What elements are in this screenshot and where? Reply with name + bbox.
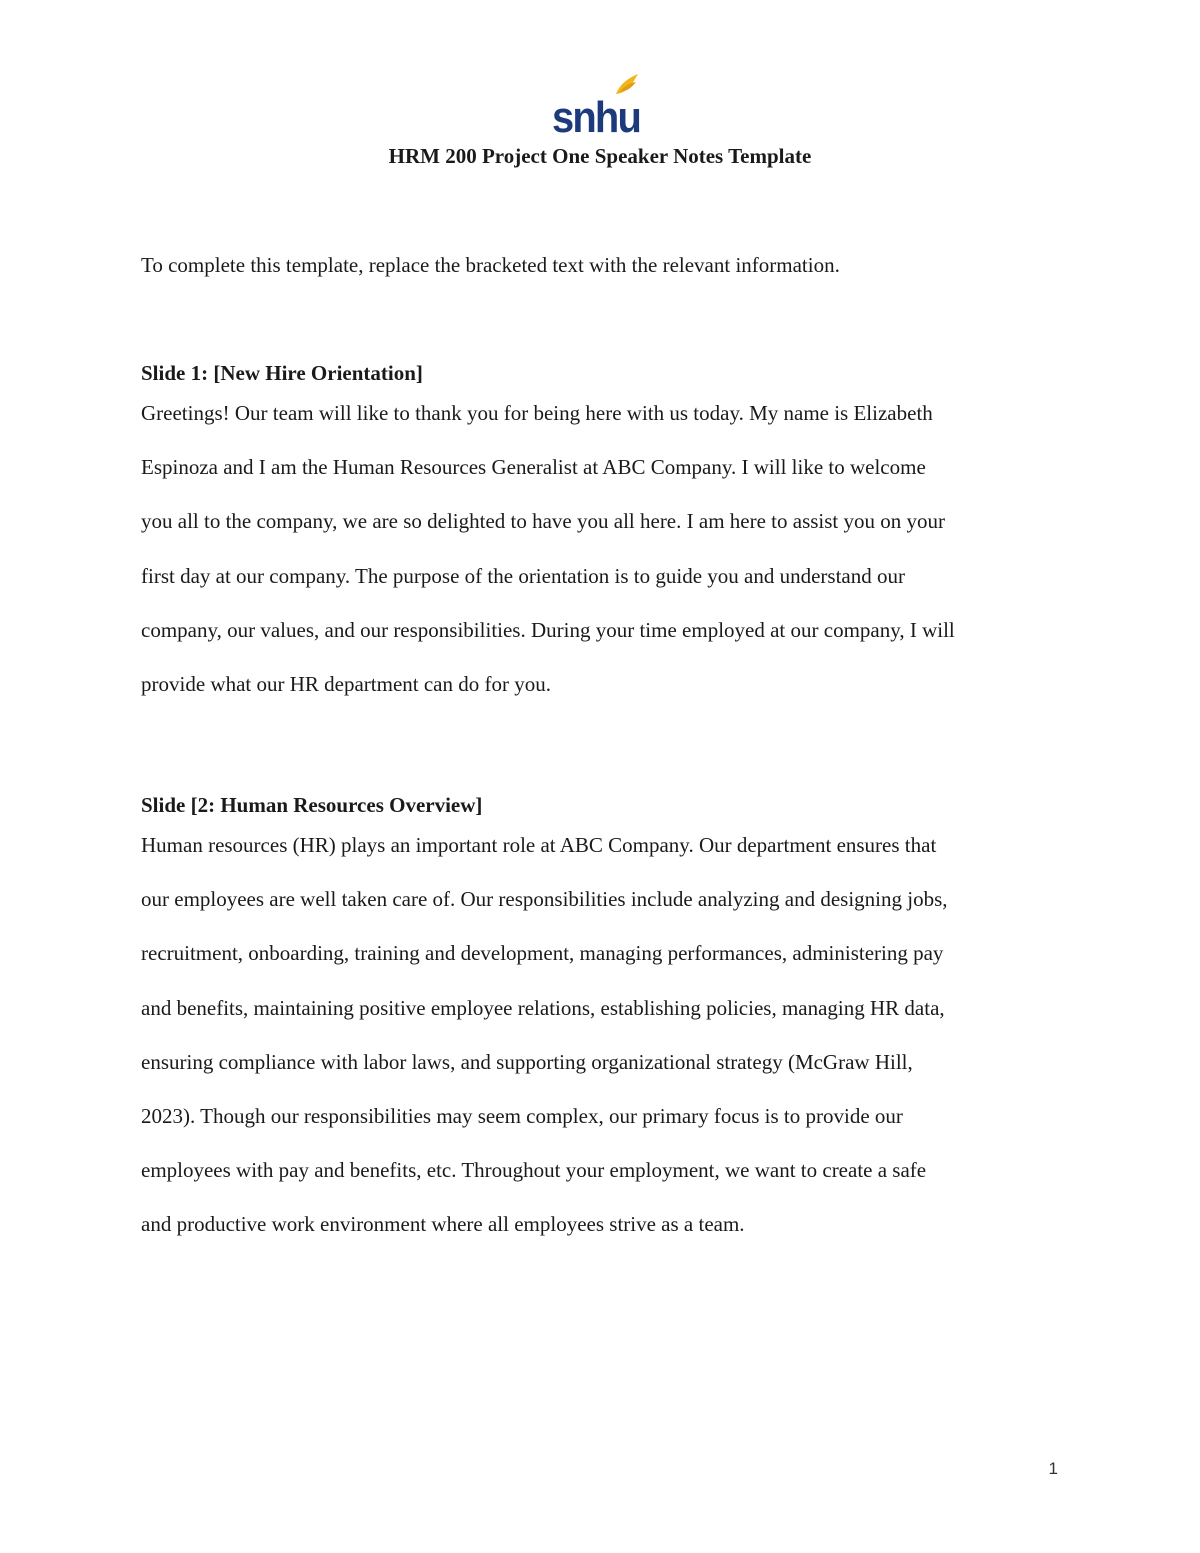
slide-2-heading: Slide [2: Human Resources Overview] (141, 793, 483, 817)
notes-line: and benefits, maintaining positive employee relations, establishing policies, managing HR data, (141, 995, 945, 1020)
notes-line: you all to the company, we are so delighted to have you all here. I am here to assist you on your (141, 509, 945, 534)
notes-line: Espinoza and I am the Human Resources Generalist at ABC Company. I will like to welcome (141, 455, 926, 480)
notes-line: our employees are well taken care of. Our responsibilities include analyzing and designing jobs, (141, 887, 948, 912)
document-title: HRM 200 Project One Speaker Notes Template (388, 144, 812, 168)
notes-line: first day at our company. The purpose of the orientation is to guide you and understand our (141, 563, 905, 588)
page-number: 1 (1048, 1459, 1058, 1478)
notes-line: employees with pay and benefits, etc. Throughout your employment, we want to create a safe (141, 1158, 927, 1183)
notes-line: Greetings! Our team will like to thank you for being here with us today. My name is Elizabeth (141, 401, 933, 425)
notes-line: company, our values, and our responsibilities. During your time employed at our company, I will (141, 617, 955, 642)
template-instructions: To complete this template, replace the bracketed text with the relevant information. (141, 253, 840, 277)
notes-line: 2023). Though our responsibilities may seem complex, our primary focus is to provide our (141, 1103, 903, 1128)
slide-1-heading: Slide 1: [New Hire Orientation] (141, 361, 423, 385)
slide-2-section (141, 791, 1071, 1252)
notes-line: ensuring compliance with labor laws, and supporting organizational strategy (McGraw Hill, (141, 1049, 913, 1074)
notes-line: and productive work environment where all employees strive as a team. (141, 1212, 745, 1237)
slide-2-notes (141, 818, 1071, 1252)
slide-1-notes (141, 386, 1071, 711)
slide-1-section (141, 359, 1071, 711)
svg-text:snhu: snhu (552, 93, 640, 138)
snhu-logo (550, 72, 646, 138)
notes-line: provide what our HR department can do for you. (141, 671, 551, 696)
notes-line: recruitment, onboarding, training and development, managing performances, administering pay (141, 941, 944, 966)
notes-line: Human resources (HR) plays an important role at ABC Company. Our department ensures that (141, 833, 937, 857)
flame-leaf-icon (550, 72, 646, 138)
